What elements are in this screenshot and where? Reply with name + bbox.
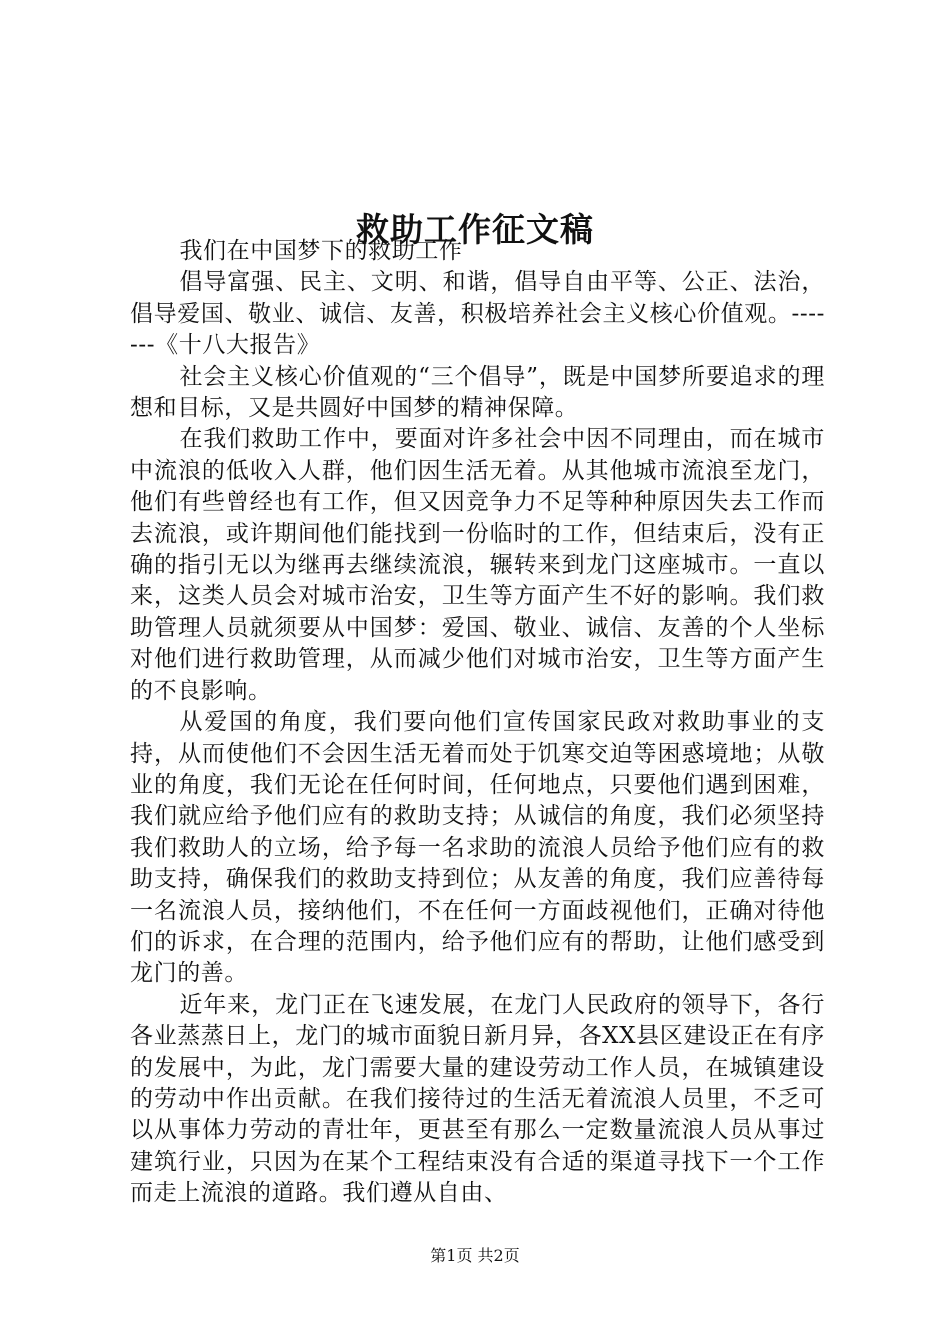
paragraph: 近年来，龙门正在飞速发展，在龙门人民政府的领导下，各行各业蒸蒸日上，龙门的城市面貌日新月异，各XX县区建设正在有序的发展中，为此，龙门需要大量的建设劳动工作人员，在城镇建设的劳动中作出贡献。在我们接待过的生活无着流浪人员里，不乏可以从事体力劳动的青壮年，更甚至有那么一定数量流浪人员从事过建筑行业，只因为在某个工程结束没有合适的渠道寻找下一个工作而走上流浪的道路。我们遵从自由、 xyxy=(130,991,825,1207)
page-footer: 第1页 共2页 xyxy=(430,1246,520,1265)
paragraph-subtitle: 我们在中国梦下的救助工作 xyxy=(179,238,463,264)
paragraph-quote: 倡导富强、民主、文明、和谐，倡导自由平等、公正、法治，倡导爱国、敬业、诚信、友善，积极培养社会主义核心价值观。-------《十八大报告》 xyxy=(130,269,825,359)
paragraph: 社会主义核心价值观的“三个倡导”，既是中国梦所要追求的理想和目标，又是共圆好中国梦的精神保障。 xyxy=(130,363,825,422)
paragraph: 在我们救助工作中，要面对许多社会中因不同理由，而在城市中流浪的低收入人群，他们因生活无着。从其他城市流浪至龙门，他们有些曾经也有工作，但又因竞争力不足等种种原因失去工作而去流浪，或许期间他们能找到一份临时的工作，但结束后，没有正确的指引无以为继再去继续流浪，辗转来到龙门这座城市。一直以来，这类人员会对城市治安，卫生等方面产生不好的影响。我们救助管理人员就须要从中国梦：爱国、敬业、诚信、友善的个人坐标对他们进行救助管理，从而减少他们对城市治安，卫生等方面产生的不良影响。 xyxy=(130,426,825,704)
document-title: 救助工作征文稿 xyxy=(356,210,594,250)
document-body xyxy=(130,236,825,1210)
paragraph: 从爱国的角度，我们要向他们宣传国家民政对救助事业的支持，从而使他们不会因生活无着而处于饥寒交迫等困惑境地；从敬业的角度，我们无论在任何时间，任何地点，只要他们遇到困难，我们就应给予他们应有的救助支持；从诚信的角度，我们必须坚持我们救助人的立场，给予每一名求助的流浪人员给予他们应有的救助支持，确保我们的救助支持到位；从友善的角度，我们应善待每一名流浪人员，接纳他们，不在任何一方面歧视他们，正确对待他们的诉求，在合理的范围内，给予他们应有的帮助，让他们感受到龙门的善。 xyxy=(130,709,825,987)
